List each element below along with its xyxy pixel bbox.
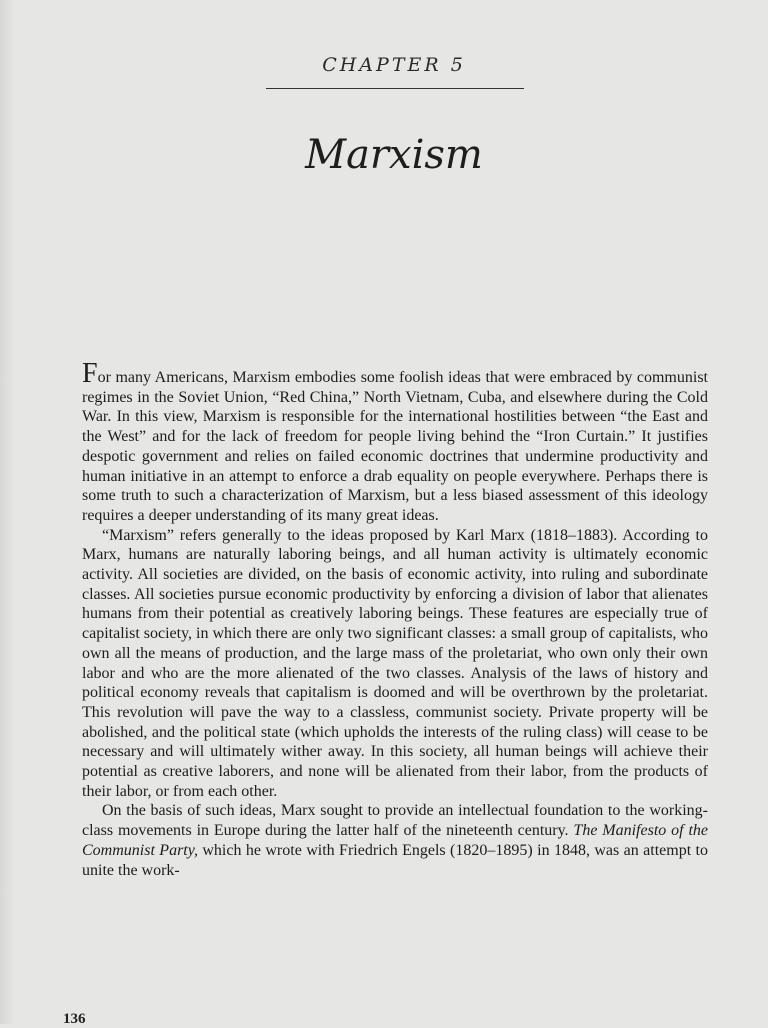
chapter-title: Marxism bbox=[305, 132, 483, 178]
paragraph-1-text: or many Americans, Marxism embodies some foolish ideas that were embraced by communist regimes in the Soviet Union, “Red China,” North Vietnam, Cuba, and elsewhere during the Cold War. In this view, Marxism is responsible for the international hostilities between “the East and the West” and for the lack of freedom for people living behind the “Iron Curtain.” It justifies despotic government and relies on failed economic doctrines that undermine productivity and human initiative in an attempt to enforce a drab equality on people everywhere. Perhaps there is some truth to such a characterization of Marxism, but a less biased assessment of this ideology requires a deeper understanding of its many great ideas. bbox=[82, 369, 708, 524]
paragraph-3 bbox=[82, 801, 708, 880]
paragraph-1 bbox=[82, 358, 708, 526]
body-text bbox=[82, 358, 709, 880]
chapter-label: CHAPTER 5 bbox=[322, 54, 466, 76]
book-title-italic: The Manifesto of the Communist Party, bbox=[82, 822, 709, 859]
paragraph-3-text-end: which he wrote with Friedrich Engels (1820–1895) in 1848, was an attempt to unite the work- bbox=[82, 841, 708, 879]
page-number: 136 bbox=[63, 1011, 86, 1027]
paragraph-3-text-start: On the basis of such ideas, Marx sought to provide an intellectual foundation to the working-class movements in Europe during the latter half of the nineteenth century. bbox=[82, 802, 708, 840]
paragraph-2: “Marxism” refers generally to the ideas proposed by Karl Marx (1818–1883). According to Marx, humans are naturally laboring beings, and all human activity is ultimately economic activity. All societies are divided, on the basis of economic activity, into ruling and subordinate classes. All societies pursue economic productivity by enforcing a division of labor that alienates humans from their potential as creatively laboring beings. These features are especially true of capitalist society, in which there are only two significant classes: a small group of capitalists, who own all the means of production, and the large mass of the proletariat, who own only their own labor and who are the more alienated of the two classes. Analysis of the laws of history and political economy reveals that capitalism is doomed and will be overthrown by the proletariat. This revolution will pave the way to a classless, communist society. Private property will be abolished, and the political state (which upholds the interests of the ruling class) will cease to be necessary and will ultimately wither away. In this society, all human beings will achieve their potential as creative laborers, and none will be alienated from their labor, from the products of their labor, or from each other. bbox=[82, 526, 708, 800]
chapter-rule bbox=[266, 88, 524, 89]
drop-cap: F bbox=[82, 358, 98, 389]
